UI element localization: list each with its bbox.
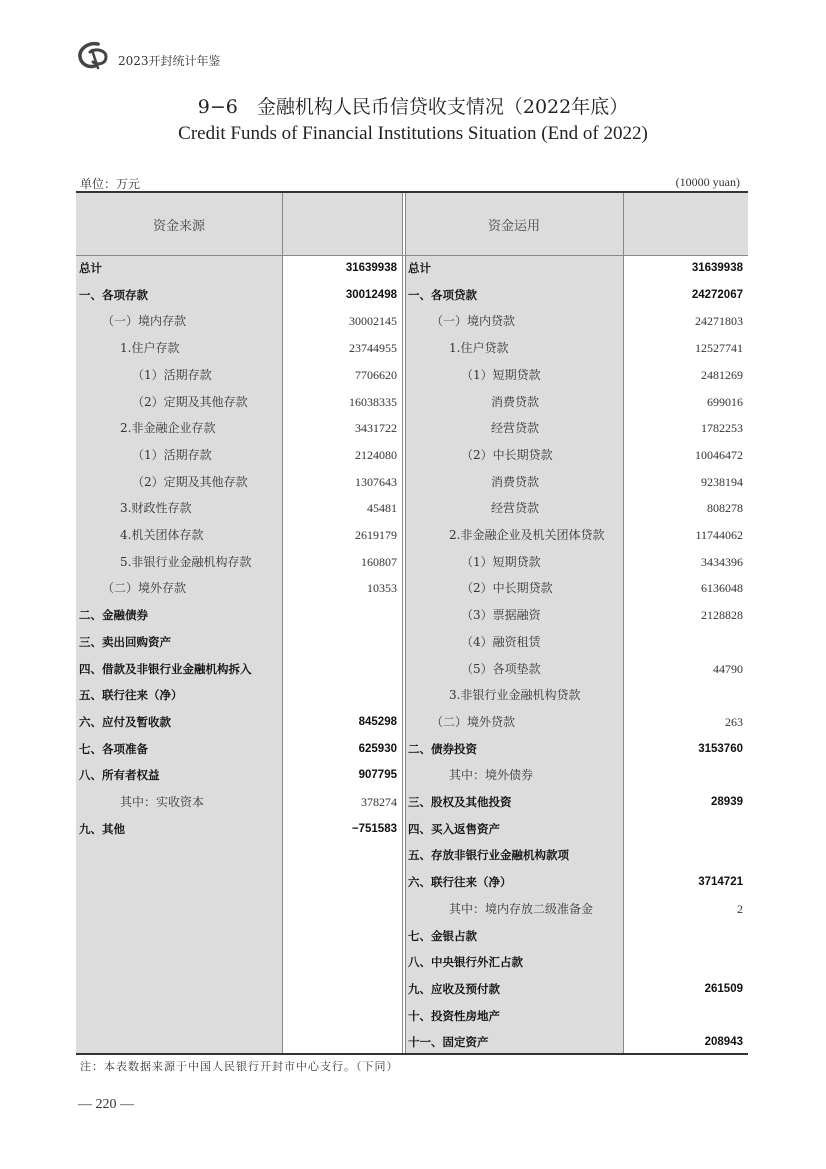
page-number: — 220 — — [78, 1097, 134, 1112]
right-row-label: 经营贷款 — [491, 501, 540, 516]
left-row-value: 23744955 — [349, 341, 397, 356]
right-row-label: 七、金银占款 — [408, 928, 477, 943]
left-row-value: 907795 — [358, 769, 397, 782]
right-row-label: （4）融资租赁 — [461, 634, 541, 649]
right-table-row — [76, 442, 748, 469]
right-row-value: 24271803 — [695, 314, 743, 329]
right-row-value: 2128828 — [701, 608, 743, 623]
left-row-label: 五、联行往来（净） — [79, 688, 183, 703]
footnote: 注：本表数据来源于中国人民银行开封市中心支行。（下同） — [80, 1060, 399, 1073]
right-row-value: 28939 — [711, 796, 743, 808]
right-row-value: 2481269 — [701, 367, 743, 382]
right-row-value: 6136048 — [701, 581, 743, 596]
right-table-row — [76, 308, 748, 335]
right-table-row — [76, 816, 748, 843]
right-row-value — [623, 629, 743, 656]
left-row-label: 二、金融债券 — [79, 608, 148, 623]
left-row-label: 其中：实收资本 — [120, 795, 205, 809]
left-row-value: 625930 — [358, 742, 397, 755]
left-row-value: 30002145 — [349, 314, 397, 329]
left-row-label: 总计 — [79, 261, 102, 275]
right-row-label: 九、应收及预付款 — [408, 981, 500, 996]
left-row-label: 九、其他 — [79, 821, 125, 836]
right-table-row — [76, 789, 748, 816]
yearbook-title: 2023开封统计年鉴 — [118, 54, 221, 68]
left-row-label: 2.非金融企业存款 — [120, 421, 216, 436]
right-row-label: 3.非银行业金融机构贷款 — [449, 688, 581, 703]
right-row-label: 六、联行往来（净） — [408, 875, 512, 890]
right-row-label: （1）短期贷款 — [461, 554, 541, 569]
right-row-label: 一、各项贷款 — [408, 287, 477, 302]
right-table-row — [76, 1003, 748, 1030]
right-table-row — [76, 842, 748, 869]
left-row-label: 八、所有者权益 — [79, 768, 160, 783]
left-row-value: 30012498 — [345, 288, 397, 301]
right-row-label: 2.非金融企业及机关团体贷款 — [449, 528, 605, 542]
left-row-value: 16038335 — [349, 394, 397, 409]
right-row-value: 9238194 — [701, 474, 743, 489]
right-row-value: 24272067 — [691, 288, 743, 301]
right-row-label: 其中：境内存放二级准备金 — [449, 901, 594, 916]
right-row-value: 10046472 — [695, 447, 743, 462]
left-row-value: 2124080 — [355, 447, 397, 462]
right-row-label: 五、存放非银行业金融机构款项 — [408, 848, 569, 863]
right-row-label: 1.住户贷款 — [449, 341, 509, 356]
right-row-value: 261509 — [704, 982, 743, 995]
right-row-label: （一）境内贷款 — [431, 314, 516, 329]
left-row-label: 4.机关团体存款 — [120, 528, 204, 542]
left-row-label: 六、应付及暂收款 — [79, 714, 171, 729]
right-table-row — [76, 949, 748, 976]
header-sources: 资金来源 — [152, 218, 205, 234]
right-row-label: （二）境外贷款 — [431, 714, 516, 729]
right-table-row — [76, 682, 748, 709]
right-row-label: 八、中央银行外汇占款 — [408, 955, 523, 970]
right-table-row — [76, 709, 748, 736]
right-table-row — [76, 869, 748, 896]
credit-funds-table — [76, 191, 748, 1055]
right-row-value: 263 — [725, 714, 743, 729]
right-row-value — [623, 949, 743, 976]
right-row-label: （2）中长期贷款 — [461, 447, 553, 462]
right-row-value: 3434396 — [701, 554, 743, 569]
table-title-en: Credit Funds of Financial Institutions Situation (End of 2022) — [178, 123, 648, 144]
left-row-value: 10353 — [367, 581, 397, 596]
right-row-value — [623, 682, 743, 709]
left-row-label: （1）活期存款 — [132, 447, 212, 462]
right-row-label: 十一、固定资产 — [408, 1035, 489, 1050]
left-row-value: 378274 — [361, 795, 397, 809]
right-table-row — [76, 469, 748, 496]
left-row-value: 2619179 — [355, 528, 397, 542]
unit-label-cn: 单位：万元 — [80, 177, 141, 191]
left-row-value: 1307643 — [355, 474, 397, 489]
left-row-label: （2）定期及其他存款 — [132, 394, 248, 409]
right-table-row — [76, 415, 748, 442]
header-uses: 资金运用 — [487, 218, 540, 234]
right-row-value — [623, 842, 743, 869]
left-row-label: 三、卖出回购资产 — [79, 634, 171, 649]
right-table-row — [76, 575, 748, 602]
right-table-row — [76, 389, 748, 416]
right-row-value: 1782253 — [701, 421, 743, 436]
left-row-label: 四、借款及非银行业金融机构拆入 — [79, 661, 252, 676]
right-row-label: 总计 — [408, 261, 431, 275]
right-table-row — [76, 896, 748, 923]
left-row-value: 31639938 — [345, 262, 397, 274]
left-row-label: （一）境内存款 — [102, 314, 187, 329]
left-row-label: 3.财政性存款 — [120, 501, 192, 516]
right-row-label: （2）中长期贷款 — [461, 581, 553, 596]
right-row-label: 三、股权及其他投资 — [408, 795, 512, 809]
right-row-label: 消费贷款 — [491, 474, 540, 489]
right-table-row — [76, 495, 748, 522]
unit-label-en: (10000 yuan) — [675, 175, 740, 189]
right-row-label: （5）各项垫款 — [461, 661, 541, 676]
right-row-value: 808278 — [707, 501, 743, 516]
right-table-row — [76, 629, 748, 656]
right-row-label: 十、投资性房地产 — [408, 1008, 500, 1023]
table-title-cn: 9−6 金融机构人民币信贷收支情况（2022年底） — [197, 96, 629, 118]
right-table-row — [76, 762, 748, 789]
right-table-row — [76, 362, 748, 389]
left-row-value: 845298 — [358, 715, 397, 728]
left-row-label: 1.住户存款 — [120, 341, 180, 356]
right-table-row — [76, 282, 748, 309]
right-table-row — [76, 522, 748, 549]
left-row-label: （二）境外存款 — [102, 581, 187, 596]
right-row-value — [623, 1003, 743, 1030]
left-row-label: （1）活期存款 — [132, 367, 212, 382]
right-table-row — [76, 923, 748, 950]
right-table-row — [76, 656, 748, 683]
right-table-row — [76, 736, 748, 763]
right-table-row — [76, 976, 748, 1003]
left-row-value: 3431722 — [355, 421, 397, 436]
right-row-value — [623, 762, 743, 789]
right-row-value: 44790 — [713, 661, 743, 676]
right-table-row — [76, 1029, 748, 1056]
right-table-row — [76, 549, 748, 576]
right-row-label: （3）票据融资 — [461, 608, 541, 623]
right-row-value: 31639938 — [691, 262, 743, 274]
right-row-value — [623, 923, 743, 950]
left-row-value: −751583 — [351, 822, 397, 835]
right-row-value: 11744062 — [695, 528, 743, 542]
right-row-value: 208943 — [704, 1036, 743, 1049]
right-row-label: 其中：境外债券 — [449, 768, 534, 783]
left-row-value: 45481 — [367, 501, 397, 516]
left-row-label: 一、各项存款 — [79, 287, 148, 302]
right-row-label: 四、买入返售资产 — [408, 821, 500, 836]
right-table-row — [76, 255, 748, 282]
right-table-row — [76, 602, 748, 629]
left-row-label: 5.非银行业金融机构存款 — [120, 554, 252, 569]
yearbook-logo-icon — [76, 40, 110, 70]
right-row-label: （1）短期贷款 — [461, 367, 541, 382]
right-row-value: 699016 — [707, 394, 743, 409]
right-row-value: 3153760 — [698, 742, 743, 755]
right-row-value — [623, 816, 743, 843]
left-row-value: 7706620 — [355, 367, 397, 382]
right-row-value: 3714721 — [698, 876, 743, 889]
right-row-value: 12527741 — [695, 341, 743, 356]
left-row-value: 160807 — [361, 554, 397, 569]
right-table-row — [76, 335, 748, 362]
right-row-label: 二、债券投资 — [408, 741, 477, 756]
left-row-label: （2）定期及其他存款 — [132, 474, 248, 489]
right-row-value: 2 — [737, 901, 743, 916]
right-row-label: 消费贷款 — [491, 394, 540, 409]
left-row-label: 七、各项准备 — [79, 741, 148, 756]
right-row-label: 经营贷款 — [491, 421, 540, 436]
